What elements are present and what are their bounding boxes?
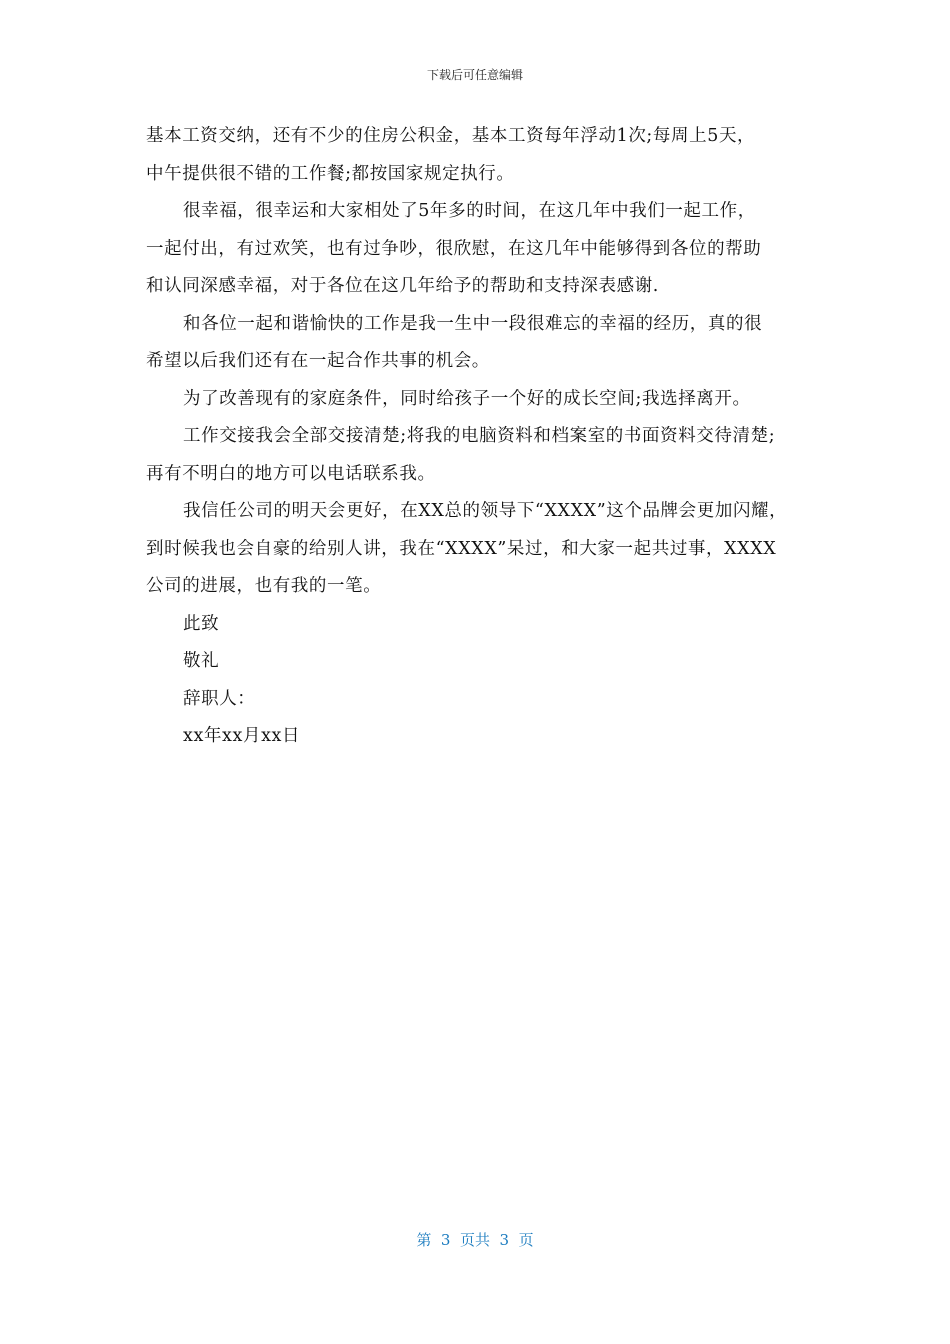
paragraph-4 <box>146 381 816 419</box>
paragraph-line: 工作交接我会全部交接清楚;将我的电脑资料和档案室的书面资料交待清楚; <box>183 426 776 446</box>
paragraph-line: 和各位一起和谐愉快的工作是我一生中一段很难忘的幸福的经历，真的很 <box>183 313 763 334</box>
paragraph-line: 为了改善现有的家庭条件，同时给孩子一个好的成长空间;我选择离开。 <box>183 388 751 409</box>
paragraph-line: 很幸福，很幸运和大家相处了5年多的时间，在这几年中我们一起工作， <box>183 201 756 221</box>
letter-date: xx年xx月xx日 <box>183 726 301 746</box>
paragraph-line: 希望以后我们还有在一起合作共事的机会。 <box>146 351 490 371</box>
paragraph-line: 到时候我也会自豪的给别人讲，我在“XXXX”呆过，和大家一起共过事，XXXX <box>146 538 777 559</box>
paragraph-line: 再有不明白的地方可以电话联系我。 <box>146 463 436 484</box>
paragraph-line: 基本工资交纳，还有不少的住房公积金，基本工资每年浮动1次;每周上5天， <box>146 126 756 146</box>
page-number-footer: 第 3 页共 3 页 <box>416 1231 534 1249</box>
closing-regards: 敬礼 <box>183 651 220 671</box>
paragraph-6 <box>146 493 816 606</box>
signer-label: 辞职人： <box>183 688 256 709</box>
paragraph-2 <box>146 193 816 306</box>
paragraph-line: 一起付出，有过欢笑，也有过争吵，很欣慰，在这几年中能够得到各位的帮助 <box>146 238 762 259</box>
paragraph-line: 我信任公司的明天会更好，在XX总的领导下“XXXX”这个品牌会更加闪耀， <box>183 501 788 521</box>
paragraph-1 <box>146 118 816 193</box>
paragraph-line: 中午提供很不错的工作餐;都按国家规定执行。 <box>146 163 515 184</box>
closing-salutation: 此致 <box>183 613 220 634</box>
paragraph-3 <box>146 306 816 381</box>
paragraph-line: 和认同深感幸福，对于各位在这几年给予的帮助和支持深表感谢. <box>146 276 659 296</box>
paragraph-line: 公司的进展，也有我的一笔。 <box>146 576 382 596</box>
closing-block <box>146 606 816 756</box>
letter-body <box>146 118 816 756</box>
page-header-note: 下载后可任意编辑 <box>426 68 523 82</box>
paragraph-5 <box>146 418 816 493</box>
